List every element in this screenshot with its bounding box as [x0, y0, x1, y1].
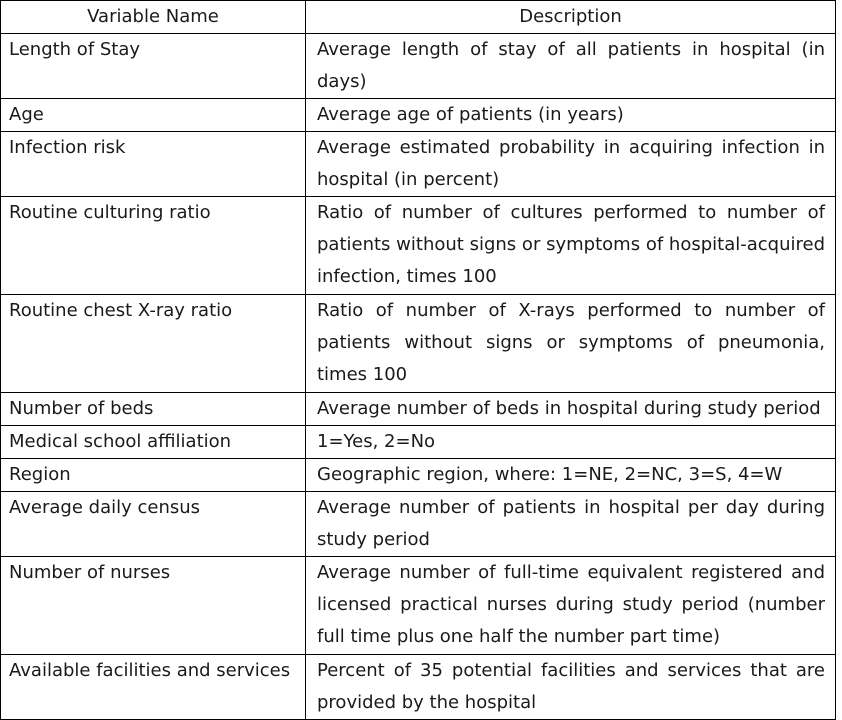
table-row	[1, 459, 836, 492]
table-row	[1, 655, 836, 720]
description-cell: Average number of beds in hospital during study period	[306, 393, 836, 426]
table-row	[1, 197, 836, 295]
header-variable-name: Variable Name	[1, 1, 306, 34]
header-row	[1, 1, 836, 34]
header-description: Description	[306, 1, 836, 34]
table-row	[1, 99, 836, 132]
description-cell: Ratio of number of X-rays performed to number of patients without signs or symptoms of pneumonia, times 100	[306, 295, 836, 393]
table-row	[1, 132, 836, 197]
variable-name-cell: Age	[1, 99, 306, 132]
variable-name-cell: Average daily census	[1, 492, 306, 557]
variable-name-cell: Medical school affiliation	[1, 426, 306, 459]
table-row	[1, 557, 836, 655]
description-cell: Ratio of number of cultures performed to number of patients without signs or symptoms of hospital-acquired infection, times 100	[306, 197, 836, 295]
description-cell: Average length of stay of all patients in hospital (in days)	[306, 34, 836, 99]
description-cell: Geographic region, where: 1=NE, 2=NC, 3=S, 4=W	[306, 459, 836, 492]
table-row	[1, 34, 836, 99]
description-cell: 1=Yes, 2=No	[306, 426, 836, 459]
variable-name-cell: Infection risk	[1, 132, 306, 197]
variable-name-cell: Routine culturing ratio	[1, 197, 306, 295]
description-cell: Average age of patients (in years)	[306, 99, 836, 132]
table-row	[1, 295, 836, 393]
variable-name-cell: Length of Stay	[1, 34, 306, 99]
description-cell: Average number of patients in hospital per day during study period	[306, 492, 836, 557]
description-cell: Average estimated probability in acquiring infection in hospital (in percent)	[306, 132, 836, 197]
variable-name-cell: Routine chest X-ray ratio	[1, 295, 306, 393]
table-row	[1, 393, 836, 426]
variable-name-cell: Number of nurses	[1, 557, 306, 655]
variable-name-cell: Number of beds	[1, 393, 306, 426]
table-row	[1, 492, 836, 557]
variable-name-cell: Available facilities and services	[1, 655, 306, 720]
table-row	[1, 426, 836, 459]
description-cell: Percent of 35 potential facilities and services that are provided by the hospital	[306, 655, 836, 720]
variable-name-cell: Region	[1, 459, 306, 492]
description-cell: Average number of full-time equivalent registered and licensed practical nurses during study period (number full time plus one half the number part time)	[306, 557, 836, 655]
